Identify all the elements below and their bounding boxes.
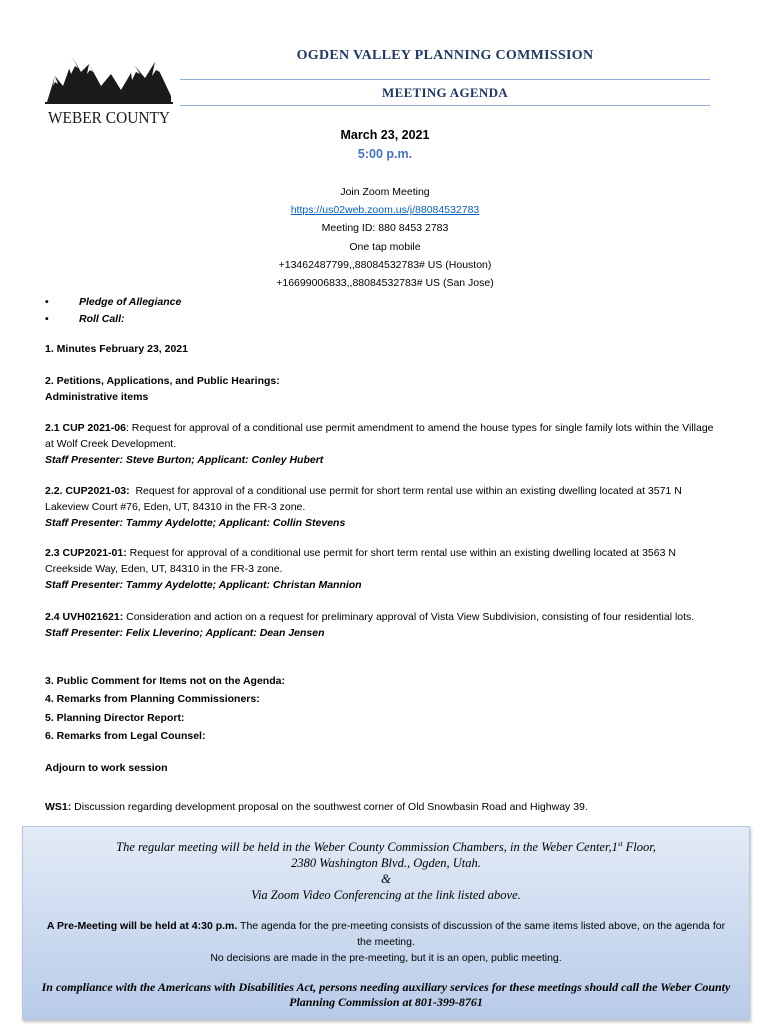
item-2-2-staff: Staff Presenter: Tammy Aydelotte; Applicant: Collin Stevens [45,517,346,529]
zoom-meeting-link[interactable]: https://us02web.zoom.us/j/88084532783 [290,204,480,217]
item-adjourn: Adjourn to work session [45,762,168,774]
zoom-conferencing-line: Via Zoom Video Conferencing at the link listed above. [251,888,521,903]
pre-meeting-notice [23,918,749,950]
pre-meeting-text: The agenda for the pre-meeting consists of discussion of the same items listed above, on the agenda for the meeting. [237,920,726,949]
item-legal-counsel: 6. Remarks from Legal Counsel: [45,729,206,742]
item-2-2-text: Request for approval of a conditional use permit for short term rental use within an existing dwelling located at 3571 N Lakeview Court #76, Eden, UT, 84310 in the FR-3 zone. [45,485,685,513]
item-2-4 [45,609,725,641]
location-floor-suffix: st [617,840,623,848]
zoom-one-tap-label: One tap mobile [349,240,421,253]
meeting-location-notice [22,826,750,1020]
logo-text: WEBER COUNTY [48,108,170,126]
item-ws1 [45,799,725,815]
mountain-logo-icon [45,46,173,126]
zoom-phone-san-jose: +16699006833,,88084532783# US (San Jose) [276,277,494,290]
location-floor: Floor, [622,840,656,855]
item-petitions-heading [45,373,725,405]
item-2-3-staff: Staff Presenter: Tammy Aydelotte; Applicant: Christan Mannion [45,579,362,591]
ada-compliance-notice: In compliance with the Americans with Disabilities Act, persons needing auxiliary services for these meetings should call the Weber County Planning Commission at 801-399-8761 [41,980,731,1010]
item-2-4-text: Consideration and action on a request for preliminary approval of Vista View Subdivision, consisting of four residential lots. [123,611,695,623]
item-commissioner-remarks: 4. Remarks from Planning Commissioners: [45,693,260,706]
ws1-code: WS1: [45,801,72,813]
item-minutes: 1. Minutes February 23, 2021 [45,343,188,355]
zoom-join-label: Join Zoom Meeting [340,186,430,198]
zoom-info [0,183,770,292]
item-2-1 [45,420,725,468]
meeting-date: March 23, 2021 [340,128,430,142]
location-line-text: The regular meeting will be held in the Weber County Commission Chambers, in the Weber Center,1 [116,840,618,855]
item-2-3-code: 2.3 CUP2021-01: [45,547,127,559]
zoom-meeting-id: Meeting ID: 880 8453 2783 [321,222,449,235]
location-line [23,836,749,855]
item-2-1-text: : Request for approval of a conditional use permit amendment to amend the house types for single family lots within the Village at Wolf Creek Development. [45,422,714,450]
ws1-text: Discussion regarding development proposal on the southwest corner of Old Snowbasin Road and Highway 39. [71,801,588,813]
item-2-2-code: 2.2. CUP2021-03: [45,485,130,497]
item-director-report: 5. Planning Director Report: [45,711,185,724]
item-2-1-staff: Staff Presenter: Steve Burton; Applicant: Conley Hubert [45,454,324,466]
administrative-items-label: Administrative items [45,391,149,403]
item-2-3 [45,545,725,593]
pledge-of-allegiance: • Pledge of Allegiance [45,294,181,311]
no-decisions-notice: No decisions are made in the pre-meeting, but it is an open, public meeting. [210,952,562,965]
header-rule-top [180,79,710,80]
items-3-to-6 [45,672,725,745]
meeting-time: 5:00 p.m. [357,147,413,161]
pre-meeting-time: A Pre-Meeting will be held at 4:30 p.m. [46,920,238,933]
agenda-title: MEETING AGENDA [382,85,508,100]
header-rule-bottom [180,105,710,106]
item-2-2 [45,483,725,531]
zoom-phone-houston: +13462487799,,88084532783# US (Houston) [278,258,492,271]
commission-title: OGDEN VALLEY PLANNING COMMISSION [296,48,594,63]
item-public-comment: 3. Public Comment for Items not on the Agenda: [45,675,285,687]
roll-call: • Roll Call: [45,311,181,328]
ampersand: & [381,872,391,887]
petitions-label: 2. Petitions, Applications, and Public Hearings: [45,375,280,387]
weber-county-logo [45,46,173,126]
address-line: 2380 Washington Blvd., Ogden, Utah. [291,856,481,871]
opening-items [45,294,181,328]
item-2-4-code: 2.4 UVH021621: [45,611,124,623]
item-2-4-staff: Staff Presenter: Felix Lleverino; Applicant: Dean Jensen [45,627,325,639]
item-2-1-code: 2.1 CUP 2021-06 [45,422,126,434]
item-2-3-text: Request for approval of a conditional use permit for short term rental use within an existing dwelling located at 3563 N Creekside Way, Eden, UT, 84310 in the FR-3 zone. [45,547,676,575]
